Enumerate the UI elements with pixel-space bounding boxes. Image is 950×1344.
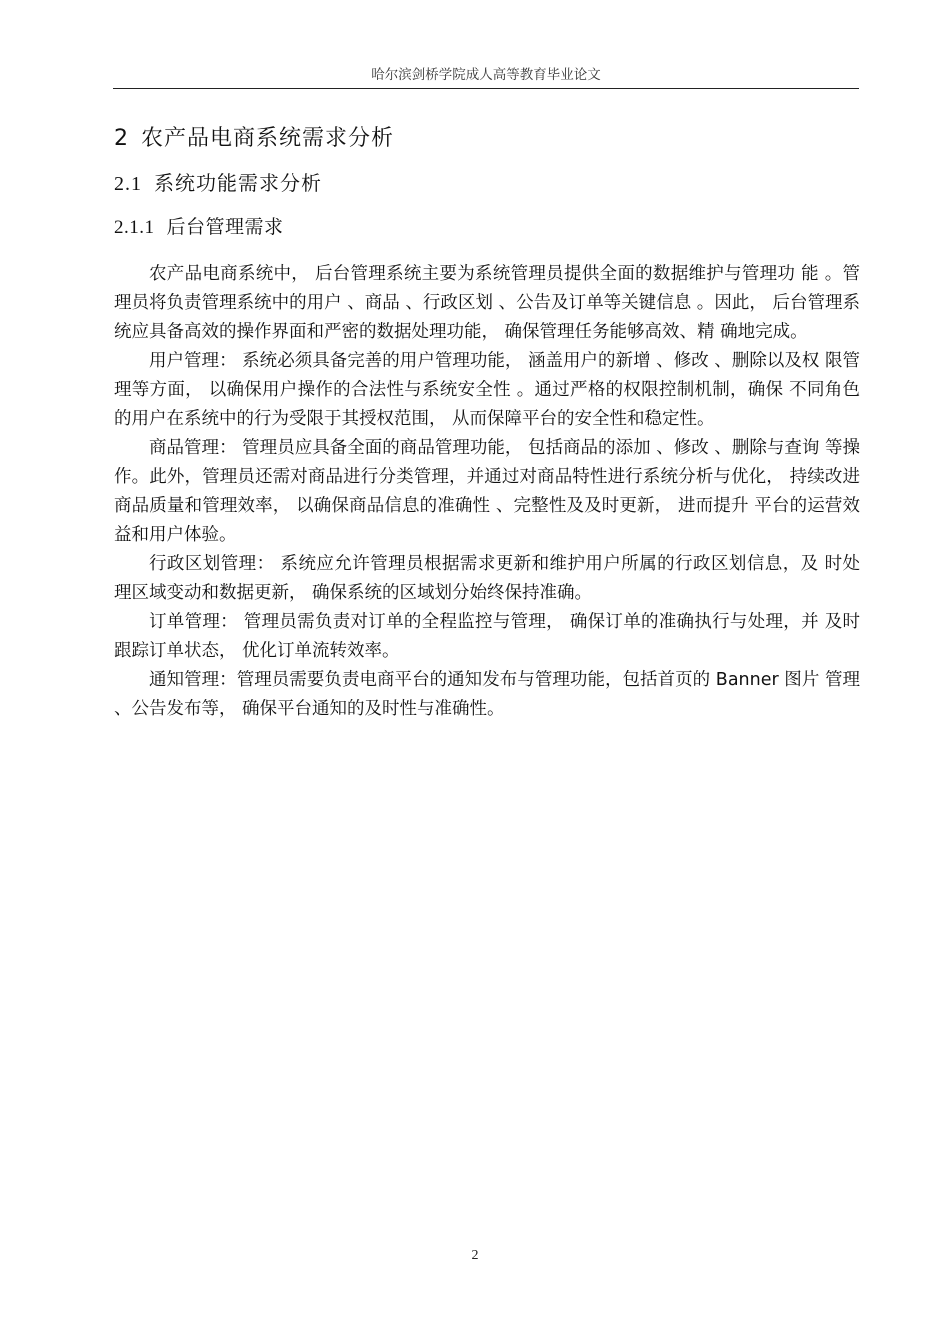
paragraph-region-management: 行政区划管理： 系统应允许管理员根据需求更新和维护用户所属的行政区划信息，及 时处理区域变动和数据更新， 确保系统的区域划分始终保持准确。 [114,554,860,603]
document-body [114,122,860,724]
paragraph-intro: 农产品电商系统中， 后台管理系统主要为系统管理员提供全面的数据维护与管理功 能 。管理员将负责管理系统中的用户 、商品 、行政区划 、公告及订单等关键信息 。因此， 后台管理系统应具备高效的操作界面和严密的数据处理功能， 确保管理任务能够高效、精 确地完成。 [114,264,860,342]
page-number: 2 [471,1248,479,1263]
paragraph-notice-management: 通知管理：管理员需要负责电商平台的通知发布与管理功能，包括首页的 Banner 图片 管理 、公告发布等， 确保平台通知的及时性与准确性。 [114,670,860,719]
subsection-number: 2.1.1 [114,217,155,238]
section-title: 系统功能需求分析 [154,171,322,195]
section-heading [114,168,860,199]
chapter-title: 农产品电商系统需求分析 [141,126,395,151]
subsection-heading [114,213,860,242]
chapter-number: 2 [114,126,129,151]
chapter-heading [114,122,860,156]
page-header-title: 哈尔滨剑桥学院成人高等教育毕业论文 [371,67,601,83]
paragraph-product-management: 商品管理： 管理员应具备全面的商品管理功能， 包括商品的添加 、修改 、删除与查询 等操作。此外，管理员还需对商品进行分类管理，并通过对商品特性进行系统分析与优化， 持续改进商品质量和管理效率， 以确保商品信息的准确性 、完整性及及时更新， 进而提升 平台的运营效益和用户体验。 [114,438,860,545]
header-divider [113,88,859,89]
section-number: 2.1 [114,173,142,195]
paragraph-user-management: 用户管理： 系统必须具备完善的用户管理功能， 涵盖用户的新增 、修改 、删除以及权 限管理等方面， 以确保用户操作的合法性与系统安全性 。通过严格的权限控制机制，确保 不同角色的用户在系统中的行为受限于其授权范围， 从而保障平台的安全性和稳定性。 [114,351,860,429]
subsection-title: 后台管理需求 [166,216,284,238]
paragraph-order-management: 订单管理： 管理员需负责对订单的全程监控与管理， 确保订单的准确执行与处理，并 及时跟踪订单状态， 优化订单流转效率。 [114,612,860,661]
